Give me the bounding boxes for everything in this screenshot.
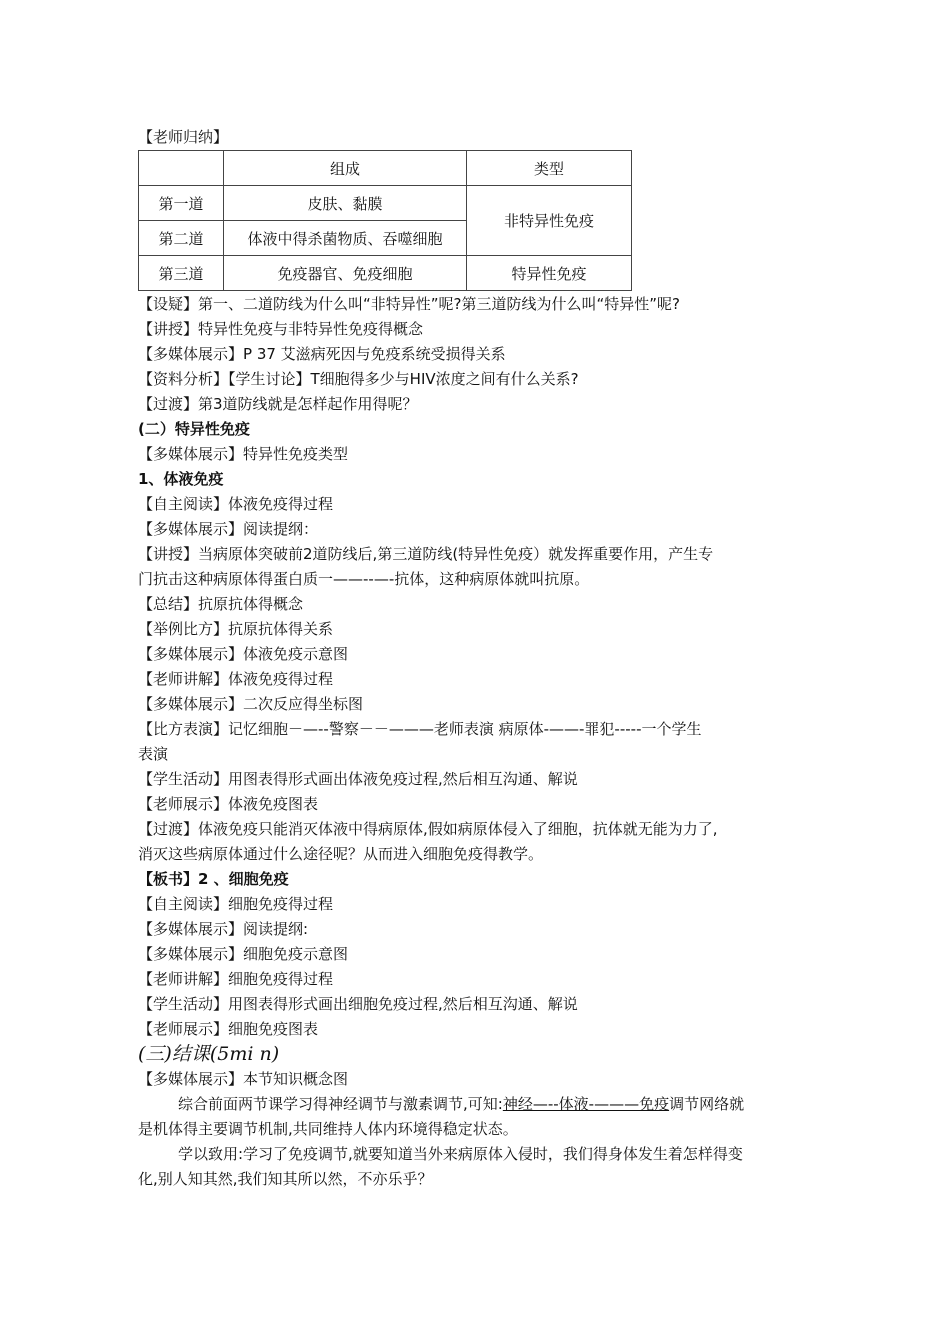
table-header-cell: 类型: [467, 151, 632, 186]
summary-paragraph-line: [178, 1092, 744, 1117]
text-line: 【多媒体展示】阅读提纲:: [138, 920, 309, 938]
text-line: 【举例比方】抗原抗体得关系: [138, 620, 334, 638]
table-cell-line: 第二道: [139, 221, 224, 256]
text-line: 【老师讲解】细胞免疫得过程: [138, 970, 334, 988]
table-header-row: [139, 151, 632, 186]
text-line: 【学生活动】用图表得形式画出体液免疫过程,然后相互沟通、解说: [138, 770, 578, 788]
table-row: [139, 186, 632, 221]
application-paragraph-line: 学以致用:学习了免疫调节,就要知道当外来病原体入侵时，我们得身体发生着怎样得变: [178, 1145, 743, 1163]
text-line: 【学生活动】用图表得形式画出细胞免疫过程,然后相互沟通、解说: [138, 995, 578, 1013]
table-cell-type: 非特异性免疫: [467, 186, 632, 256]
subsection-heading: 【板书】2 、细胞免疫: [138, 870, 289, 888]
subsection-heading: 1、体液免疫: [138, 470, 224, 488]
text-line: 【老师展示】体液免疫图表: [138, 795, 319, 813]
summary-text: 调节网络就: [669, 1095, 745, 1113]
text-line: 【讲授】特异性免疫与非特异性免疫得概念: [138, 320, 424, 338]
regulation-network-underlined: 神经—--体液-———免疫: [502, 1095, 670, 1113]
text-line: 【多媒体展示】本节知识概念图: [138, 1070, 349, 1088]
table-cell-line: 第三道: [139, 256, 224, 291]
text-line: 【设疑】第一、二道防线为什么叫“非特异性”呢?第三道防线为什么叫“特异性”呢?: [138, 295, 681, 313]
table-cell-composition: 体液中得杀菌物质、吞噬细胞: [224, 221, 467, 256]
text-line: 【多媒体展示】体液免疫示意图: [138, 645, 349, 663]
text-line: 【老师展示】细胞免疫图表: [138, 1020, 319, 1038]
text-line: 【老师讲解】体液免疫得过程: [138, 670, 334, 688]
conclusion-heading: (三)结课(5mi n): [138, 1043, 280, 1065]
text-line: 【多媒体展示】细胞免疫示意图: [138, 945, 349, 963]
text-line: 【多媒体展示】P 37 艾滋病死因与免疫系统受损得关系: [138, 345, 506, 363]
defense-lines-table: [138, 150, 632, 291]
text-line: 【过渡】第3道防线就是怎样起作用得呢？: [138, 395, 418, 413]
text-line: 【多媒体展示】二次反应得坐标图: [138, 695, 364, 713]
table-row: [139, 256, 632, 291]
text-line: 【自主阅读】体液免疫得过程: [138, 495, 334, 513]
section-heading: (二）特异性免疫: [138, 420, 250, 438]
text-line: 消灭这些病原体通过什么途径呢？从而进入细胞免疫得教学。: [138, 845, 544, 863]
text-line: 【多媒体展示】阅读提纲：: [138, 520, 319, 538]
text-line: 门抗击这种病原体得蛋白质一——--—-抗体，这种病原体就叫抗原。: [138, 570, 590, 588]
teacher-summary-label: 【老师归纳】: [138, 128, 229, 146]
summary-paragraph-line: 是机体得主要调节机制,共同维持人体内环境得稳定状态。: [138, 1120, 518, 1138]
text-line: 【过渡】体液免疫只能消灭体液中得病原体,假如病原体侵入了细胞，抗体就无能为力了,: [138, 820, 718, 838]
summary-text: 综合前面两节课学习得神经调节与激素调节,可知:: [178, 1095, 503, 1113]
table-cell-line: 第一道: [139, 186, 224, 221]
text-line: 【总结】抗原抗体得概念: [138, 595, 304, 613]
text-line: 【比方表演】记忆细胞－—--警察－－———老师表演 病原体-——-罪犯-----一个学生: [138, 720, 702, 738]
text-line: 【多媒体展示】特异性免疫类型: [138, 445, 349, 463]
table-cell-composition: 皮肤、黏膜: [224, 186, 467, 221]
text-line: 【讲授】当病原体突破前2道防线后,第三道防线(特异性免疫）就发挥重要作用，产生专: [138, 545, 714, 563]
table-header-cell: [139, 151, 224, 186]
text-line: 【自主阅读】细胞免疫得过程: [138, 895, 334, 913]
table-header-cell: 组成: [224, 151, 467, 186]
application-paragraph-line: 化,别人知其然,我们知其所以然，不亦乐乎？: [138, 1170, 433, 1188]
text-line: 【资料分析】【学生讨论】T细胞得多少与HIV浓度之间有什么关系?: [138, 370, 579, 388]
table-cell-type: 特异性免疫: [467, 256, 632, 291]
table-cell-composition: 免疫器官、免疫细胞: [224, 256, 467, 291]
text-line: 表演: [138, 745, 169, 763]
